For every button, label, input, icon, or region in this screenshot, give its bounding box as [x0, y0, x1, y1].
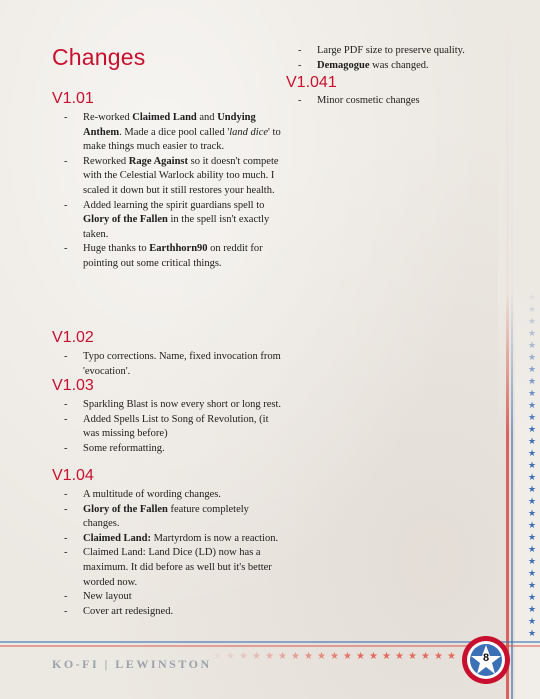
page-number: 8	[482, 652, 490, 664]
change-item: - Added learning the spirit guardians spell to Glory of the Fallen in the spell isn't exactly taken.	[64, 199, 286, 243]
change-item: - New layout	[64, 590, 286, 605]
change-item: - Glory of the Fallen feature completely changes.	[64, 503, 286, 532]
change-item: - Sparkling Blast is now every short or long rest.	[64, 398, 286, 413]
change-list	[64, 398, 286, 456]
change-list	[64, 111, 286, 272]
star-icon: ★	[265, 651, 274, 662]
star-icon: ★	[213, 651, 222, 662]
bold-term: Claimed Land:	[83, 532, 151, 544]
change-item: - Some reformatting.	[64, 442, 286, 457]
change-item: - Huge thanks to Earthhorn90 on reddit for pointing out some critical things.	[64, 242, 286, 271]
version-heading: V1.02	[52, 329, 94, 346]
change-list	[64, 488, 286, 619]
star-icon: ★	[304, 651, 313, 662]
version-heading: V1.04	[52, 467, 94, 484]
change-item: - Typo corrections. Name, fixed invocation from 'evocation'.	[64, 350, 286, 379]
star-icon: ★	[291, 651, 300, 662]
change-item: - Minor cosmetic changes	[298, 94, 508, 109]
change-item: - Added Spells List to Song of Revolution, (it was missing before)	[64, 413, 286, 442]
star-icon: ★	[395, 651, 404, 662]
italic-term: land dice	[229, 126, 269, 138]
bold-term: Undying Anthem	[83, 112, 256, 138]
bold-term: Rage Against	[128, 155, 188, 167]
change-item: - Reworked Rage Against so it doesn't compete with the Celestial Warlock ability too much. I scaled it down but it still restores your health.	[64, 155, 286, 199]
star-icon: ★	[369, 651, 378, 662]
star-icon: ★	[278, 651, 287, 662]
star-icon: ★	[421, 651, 430, 662]
change-item: - Demagogue was changed.	[298, 59, 508, 74]
change-list	[64, 350, 286, 379]
bold-term: Glory of the Fallen	[83, 503, 168, 515]
star-icon: ★	[447, 651, 456, 662]
bold-term: Glory of the Fallen	[83, 214, 168, 226]
change-item: - Re-worked Claimed Land and Undying Anthem. Made a dice pool called 'land dice' to make things much easier to track.	[64, 111, 286, 155]
version-heading: V1.01	[52, 90, 94, 107]
change-list	[298, 94, 508, 109]
change-list-continued	[298, 44, 508, 73]
change-item: - Cover art redesigned.	[64, 605, 286, 620]
star-icon: ★	[330, 651, 339, 662]
star-icon: ★	[356, 651, 365, 662]
version-heading: V1.03	[52, 377, 94, 394]
bold-term: Demagogue	[317, 59, 370, 71]
star-icon: ★	[408, 651, 417, 662]
bold-term: Claimed Land	[132, 112, 197, 123]
page-title: Changes	[52, 44, 146, 70]
star-icon: ★	[239, 651, 248, 662]
star-icon: ★	[343, 651, 352, 662]
star-icon: ★	[317, 651, 326, 662]
star-icon: ★	[252, 651, 261, 662]
star-icon: ★	[382, 651, 391, 662]
star-icon: ★	[226, 651, 235, 662]
version-heading: V1.041	[286, 74, 337, 91]
change-item: - A multitude of wording changes.	[64, 488, 286, 503]
change-item: - Claimed Land: Land Dice (LD) now has a maximum. It did before as well but it's better worded now.	[64, 546, 286, 590]
change-item: - Claimed Land: Martyrdom is now a reaction.	[64, 532, 286, 547]
star-icon: ★	[434, 651, 443, 662]
change-item: - Large PDF size to preserve quality.	[298, 44, 508, 59]
bold-term: Earthhorn90	[149, 243, 208, 255]
footer-credit: KO-FI | LEWINSTON	[52, 657, 212, 671]
